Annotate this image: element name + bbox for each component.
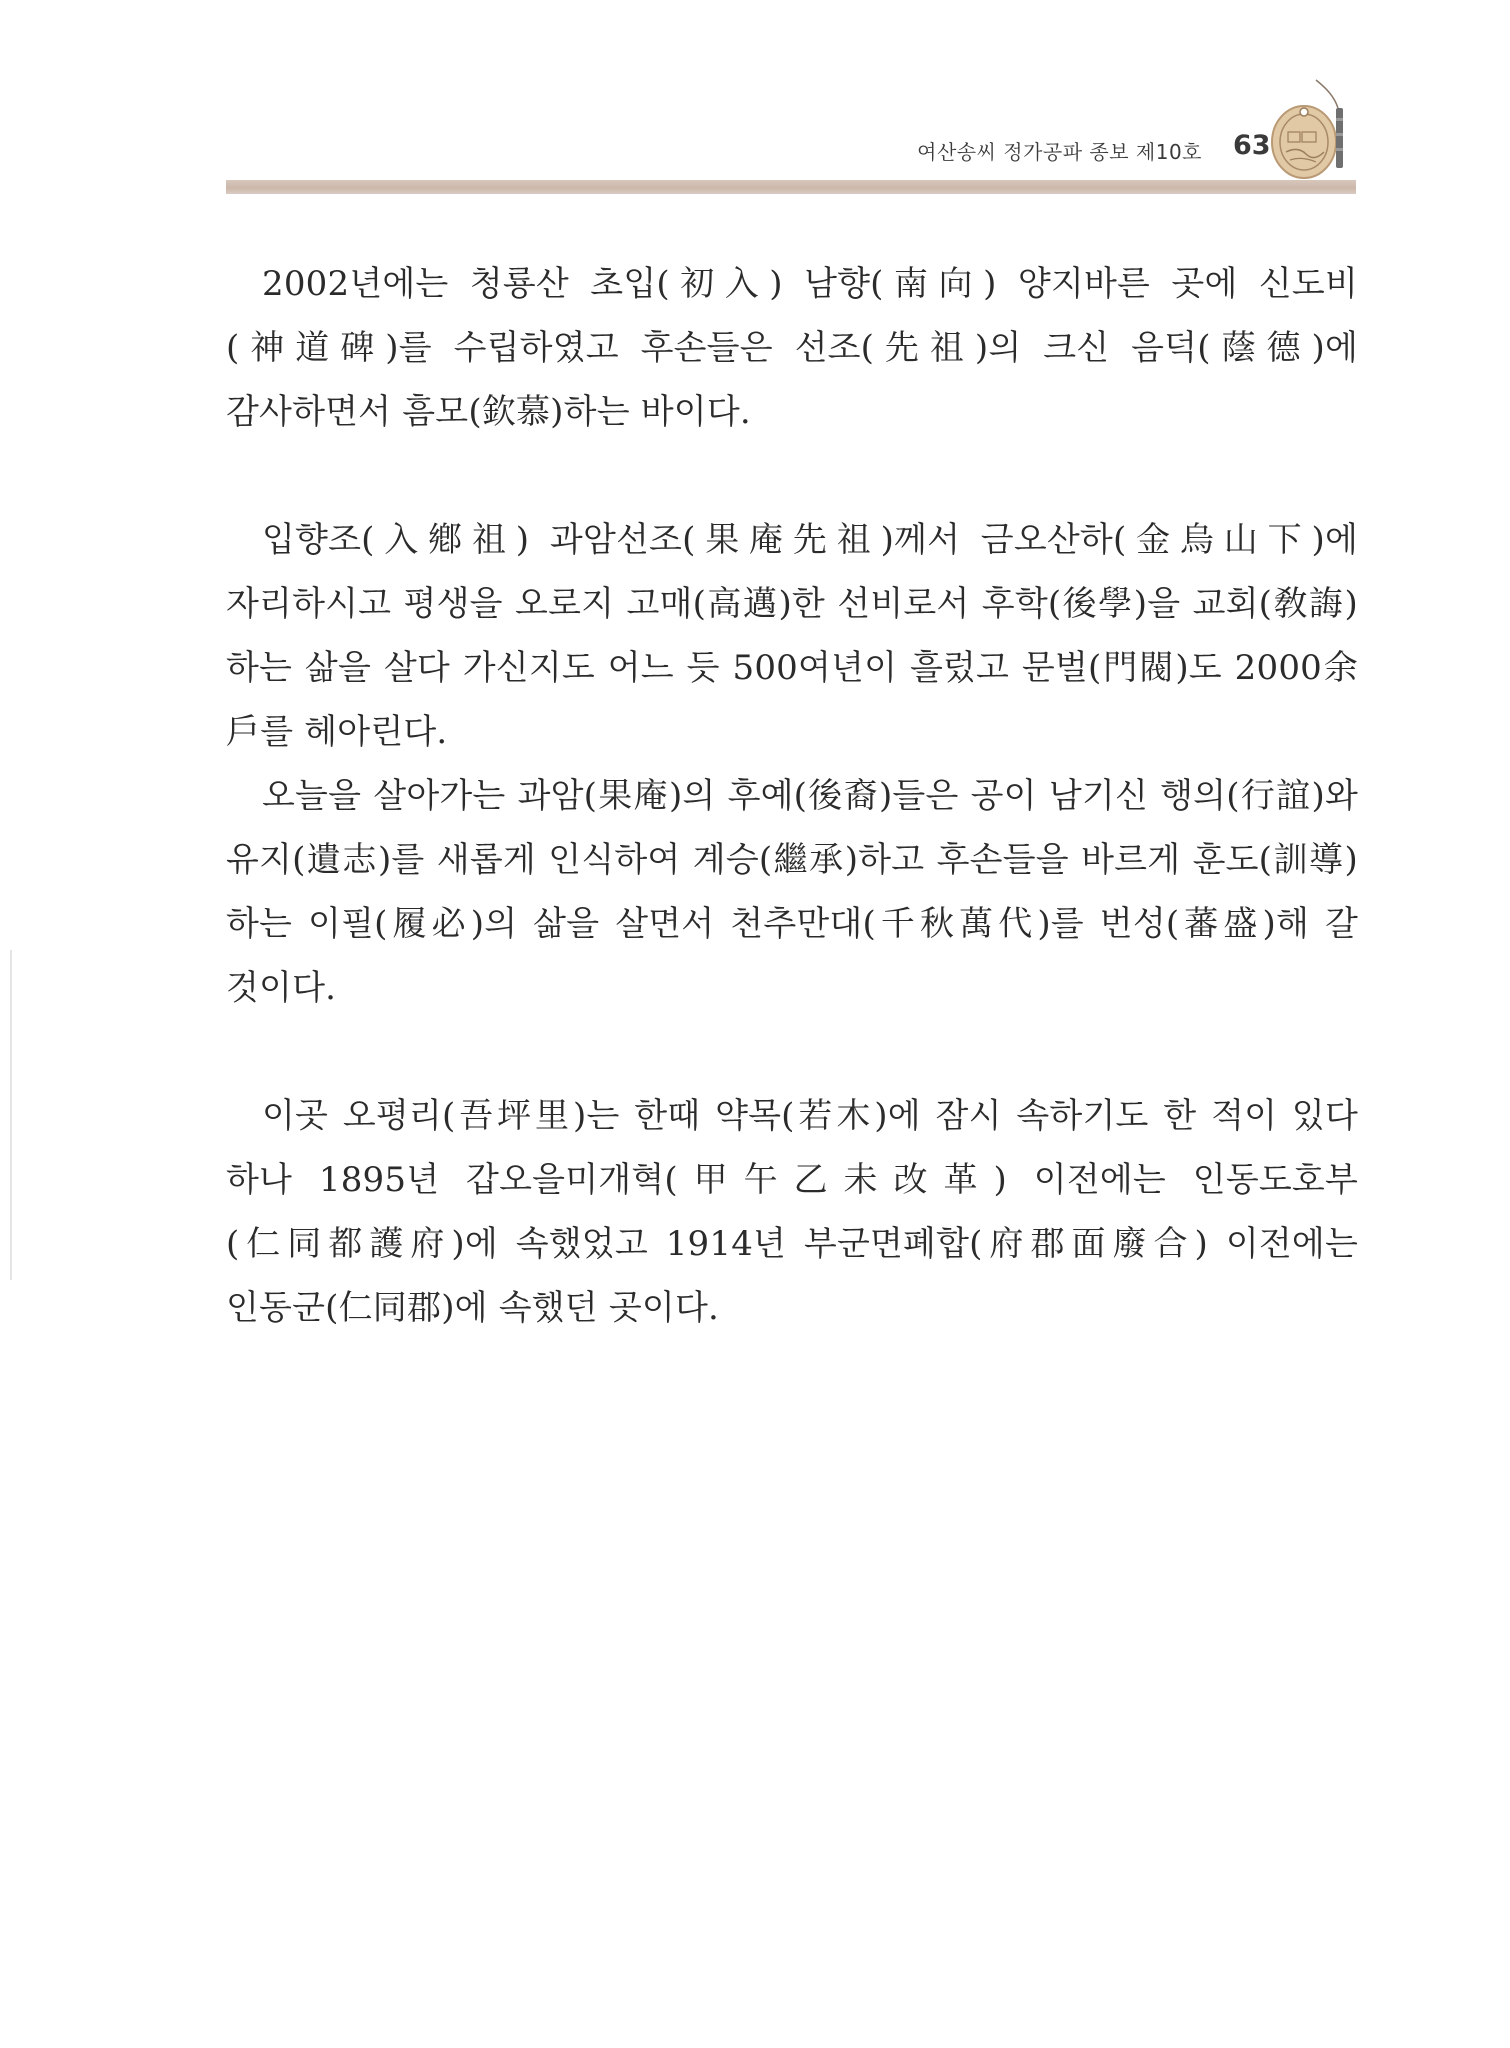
paragraph-3: 오늘을 살아가는 과암(果庵)의 후예(後裔)들은 공이 남기신 행의(行誼)와 유지(遺志)를 새롭게 인식하여 계승(繼承)하고 후손들을 바르게 훈도(訓導)하는 이필(履必)의 삶을 살면서 천추만대(千秋萬代)를 번성(蕃盛)해 갈 것이다. — [226, 776, 1358, 1008]
article-body — [226, 252, 1358, 1340]
page-number: 63 — [1233, 130, 1271, 161]
paragraph-spacer — [226, 444, 1358, 508]
paragraph-2: 입향조(入鄕祖) 과암선조(果庵先祖)께서 금오산하(金烏山下)에 자리하시고 평생을 오로지 고매(高邁)한 선비로서 후학(後學)을 교회(敎誨)하는 삶을 살다 가신지도 어느 듯 500여년이 흘렀고 문벌(門閥)도 2000余 戶를 헤아린다. — [226, 520, 1358, 752]
publication-title: 여산송씨 정가공파 종보 제10호 — [917, 140, 1202, 164]
tag-emblem-icon — [1268, 78, 1350, 182]
paragraph-4: 이곳 오평리(吾坪里)는 한때 약목(若木)에 잠시 속하기도 한 적이 있다 하나 1895년 갑오을미개혁(甲午乙未改革) 이전에는 인동도호부(仁同都護府)에 속했었고 1914년 부군면폐합(府郡面廢合) 이전에는 인동군(仁同郡)에 속했던 곳이다. — [226, 1096, 1358, 1328]
scan-edge-line — [10, 950, 12, 1280]
page-header — [0, 0, 1510, 200]
paragraph-spacer — [226, 1020, 1358, 1084]
header-divider-bar — [226, 180, 1356, 194]
paragraph-1: 2002년에는 청룡산 초입(初入) 남향(南向) 양지바른 곳에 신도비(神道碑)를 수립하였고 후손들은 선조(先祖)의 크신 음덕(蔭德)에 감사하면서 흠모(欽慕)하는 바이다. — [226, 264, 1358, 432]
